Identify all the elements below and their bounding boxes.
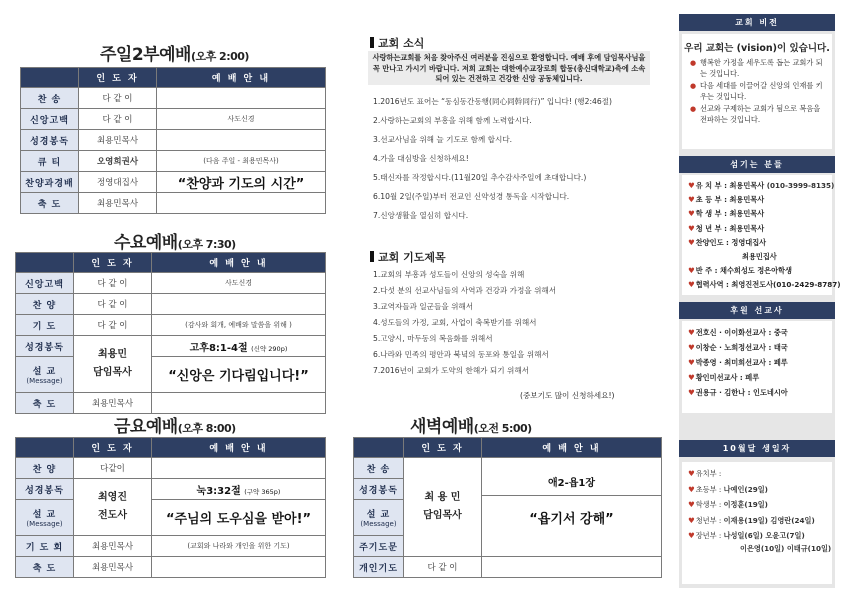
row-content [152, 393, 326, 414]
leader-name: 최 용 민 [424, 492, 461, 503]
col-leader-header: 인 도 자 [79, 68, 157, 88]
row-label-sub: (Message) [360, 520, 397, 528]
row-label: 큐 티 [21, 151, 79, 172]
list-item: 4.성도들의 가정, 교회, 사업이 축복받기를 위해서 [373, 318, 537, 327]
dawn-content [482, 458, 662, 557]
staff-role: 청 년 부 : 최용민목사 [695, 223, 765, 233]
list-item: 7.2016년이 교회가 도약의 한해가 되기 위해서 [373, 366, 530, 375]
row-leader: 다 같 이 [79, 88, 157, 109]
heart-icon: ♥ [688, 280, 695, 290]
missionary-entry: 황인미선교사 : 페루 [695, 373, 760, 382]
row-label: 찬양과경배 [21, 172, 79, 193]
row-label: 축 도 [16, 393, 74, 414]
list-item: 1.2016년도 표어는 “동심동간동행(同心同幹同行)” 입니다! (행2:46절) [373, 97, 612, 106]
col-leader-header: 인 도 자 [404, 438, 482, 458]
missionaries-list [682, 321, 832, 400]
list-item [688, 528, 832, 554]
table-row [21, 130, 326, 151]
row-label: 찬 양 [16, 458, 74, 479]
heart-icon: ♥ [688, 358, 695, 367]
list-item [688, 497, 828, 513]
bday-dept: 청년부 : [695, 515, 722, 525]
dawn-table [353, 437, 662, 578]
row-content: (교회와 나라와 개인을 위한 기도) [152, 536, 326, 557]
list-item [688, 340, 828, 355]
list-item [688, 278, 841, 292]
heart-icon: ♥ [688, 515, 695, 525]
list-item: 3.선교사님을 위해 늘 기도로 함께 합시다. [373, 135, 513, 144]
row-label: 찬 송 [21, 88, 79, 109]
list-item: 5.고양시, 마두동의 복음화를 위해서 [373, 334, 493, 343]
leader-title: 담임목사 [423, 510, 462, 521]
row-label: 찬 송 [354, 458, 404, 479]
verse-ref: 애2-욥1장 [482, 470, 661, 496]
wednesday-time: (오후 7:30) [177, 238, 236, 251]
row-label: 축 도 [21, 193, 79, 214]
list-item: 2.다섯 분의 선교사님들의 사역과 건강과 가정을 위해서 [373, 286, 557, 295]
sermon-title: “주님의 도우심을 받아!” [152, 500, 326, 536]
prayer-list [373, 269, 556, 381]
row-label: 기 도 회 [16, 536, 74, 557]
table-row [21, 172, 326, 193]
table-row [16, 393, 326, 414]
birthdays-heading: 10월달 생일자 [679, 440, 835, 457]
table-row [21, 88, 326, 109]
list-item [688, 250, 828, 264]
table-row [16, 536, 326, 557]
table-row [354, 557, 662, 578]
list-item [688, 325, 828, 340]
missionary-entry: 박종영 · 최미희선교사 : 페루 [695, 358, 788, 367]
list-item [688, 355, 828, 370]
table-row [16, 315, 326, 336]
table-row [16, 557, 326, 578]
list-item: ● 다음 세대를 이끌어갈 신앙의 인재를 키우는 것입니다. [690, 81, 828, 102]
row-content [152, 458, 326, 479]
row-content [482, 557, 662, 578]
list-item: ● 행복한 가정을 세우도록 돕는 교회가 되는 것입니다. [690, 58, 828, 79]
bday-dept: 초등부 : [695, 484, 722, 494]
row-content: 사도신경 [152, 273, 326, 294]
list-item [688, 179, 835, 193]
staff-role: 최용민집사 [742, 252, 777, 262]
row-leader: 다 같 이 [74, 273, 152, 294]
vision-list [682, 54, 832, 125]
col-program-header: 예 배 안 내 [482, 438, 662, 458]
heart-icon: ♥ [688, 500, 695, 509]
row-leader: 다 같 이 [74, 294, 152, 315]
row-leader: 최용민목사 [79, 193, 157, 214]
sermon-title: “신앙은 기다림입니다!” [152, 357, 326, 393]
heart-icon: ♥ [688, 469, 695, 478]
dawn-leader [404, 458, 482, 557]
news-list [373, 96, 612, 229]
list-item [688, 466, 828, 482]
bday-names: 이재용(19일) 김영란(24일) [723, 515, 815, 525]
row-content [152, 294, 326, 315]
row-label [16, 500, 74, 536]
table-row [16, 500, 326, 536]
row-label-sub: (Message) [26, 377, 63, 385]
staff-list [682, 175, 841, 293]
heart-icon: ♥ [688, 373, 695, 382]
list-item: 2.사랑하는교회의 부흥을 위해 함께 노력합시다. [373, 116, 532, 125]
list-item: 6.나라와 민족의 평안과 북녘의 동포와 통일을 위해서 [373, 350, 549, 359]
row-label: 개인기도 [354, 557, 404, 578]
row-content: 사도신경 [157, 109, 326, 130]
vision-box [682, 34, 832, 149]
heart-icon: ♥ [688, 484, 695, 494]
row-content [152, 557, 326, 578]
verse-page: (신약 290p) [251, 344, 288, 353]
friday-title-text: 금요예배 [114, 417, 178, 437]
row-content [152, 479, 326, 500]
staff-box [682, 175, 841, 295]
row-content: (다음 주일 - 최용민목사) [157, 151, 326, 172]
dawn-time: (오전 5:00) [473, 422, 532, 435]
prayer-heading [370, 249, 446, 265]
row-label-sub: (Message) [26, 520, 63, 528]
table-row [21, 109, 326, 130]
staff-role: 반 주 : 채수희성도 정은아학생 [695, 266, 792, 276]
col-leader-header: 인 도 자 [74, 253, 152, 273]
row-leader: 최용민목사 [74, 536, 152, 557]
list-item [688, 482, 828, 498]
missionary-entry: 전호신 · 이이화선교사 : 중국 [695, 328, 788, 337]
bday-dept: 장년부 : [695, 531, 722, 540]
sermon-title: “욥기서 강해” [529, 511, 614, 527]
list-item [688, 193, 828, 207]
list-item [688, 264, 828, 278]
list-item: 4.가을 대심방을 신청하세요! [373, 154, 469, 163]
welcome-message: 사랑하는교회를 처음 찾아주신 여러분을 진심으로 환영합니다. 예배 후에 담임목사님을 꼭 만나고 가시기 바랍니다. 저희 교회는 대한예수교장로회 합동(총신대학교)측에 소속되어 있는 건전하고 건강한 신앙 공동체입니다. [368, 51, 650, 85]
table-row [16, 294, 326, 315]
dawn-title-text: 새벽예배 [410, 417, 474, 437]
row-leader: 정영대집사 [79, 172, 157, 193]
leader-title: 전도사 [98, 510, 127, 521]
row-content [157, 88, 326, 109]
leader-title: 담임목사 [93, 367, 132, 378]
row-label: 성경봉독 [21, 130, 79, 151]
list-item: ● 선교와 구제하는 교회가 됨으로 복음을 전파하는 것입니다. [690, 104, 828, 125]
row-label: 성경봉독 [354, 479, 404, 500]
table-header-row [16, 253, 326, 273]
row-label: 주기도문 [354, 536, 404, 557]
verse-page: (구약 365p) [244, 487, 281, 496]
missionary-entry: 이창순 · 노희정선교사 : 태국 [695, 343, 788, 352]
bday-names: 이정훈(19일) [723, 500, 768, 509]
row-leader: 최용민목사 [74, 393, 152, 414]
friday-time: (오후 8:00) [177, 422, 236, 435]
col-program-header: 예 배 안 내 [152, 438, 326, 458]
row-leader: 다 같 이 [74, 315, 152, 336]
heart-icon: ♥ [688, 343, 695, 352]
table-header-row [16, 438, 326, 458]
table-row [16, 479, 326, 500]
leader-name: 최용민 [98, 349, 127, 360]
row-label: 신앙고백 [16, 273, 74, 294]
table-header-row [354, 438, 662, 458]
verse-ref: 눅3:32절 [196, 485, 241, 497]
heart-icon: ♥ [688, 195, 695, 205]
leader-name: 최영진 [98, 492, 127, 503]
table-row [16, 336, 326, 357]
wednesday-table [15, 252, 326, 414]
staff-heading: 섬기는 분들 [679, 156, 835, 173]
row-label-text: 설 교 [366, 510, 391, 520]
list-item [688, 513, 828, 529]
birthdays-box [682, 462, 832, 584]
row-label [354, 500, 404, 536]
row-leader: 오영희권사 [79, 151, 157, 172]
row-leader: 최용민목사 [74, 557, 152, 578]
heart-icon: ♥ [688, 328, 695, 337]
table-row [16, 273, 326, 294]
friday-title [114, 412, 236, 437]
vision-title: 우리 교회는 (vision)이 있습니다. [684, 43, 830, 54]
table-header-row [21, 68, 326, 88]
list-item: 1.교회의 부흥과 성도들이 신앙의 성숙을 위해 [373, 270, 525, 279]
missionary-entry: 권용규 · 김한나 : 인도네시아 [695, 388, 788, 397]
list-item [688, 385, 828, 400]
row-label: 축 도 [16, 557, 74, 578]
heart-icon: ♥ [688, 531, 695, 540]
row-label: 성경봉독 [16, 479, 74, 500]
news-heading [370, 35, 424, 51]
bday-names: 나성일(6일) 오윤고(7일) [723, 531, 805, 540]
heart-icon: ♥ [688, 223, 695, 233]
row-content: “찬양과 기도의 시간” [157, 172, 326, 193]
row-label: 신앙고백 [21, 109, 79, 130]
list-item: 5.태신자를 작정합시다.(11월20일 추수감사주일에 초대합니다.) [373, 173, 587, 182]
staff-role: 유 치 부 : 최용민목사 [695, 181, 765, 190]
staff-role: 찬양인도 : 정영대집사 [695, 237, 767, 247]
verse-ref: 고후8:1-4절 [189, 342, 248, 354]
list-item [688, 207, 828, 221]
row-label: 성경봉독 [16, 336, 74, 357]
dawn-title [410, 412, 532, 437]
list-item: 7.신앙생활을 열심히 합시다. [373, 211, 469, 220]
missionaries-heading: 후원 선교사 [679, 302, 835, 319]
heart-icon: ♥ [688, 209, 695, 219]
list-item [688, 222, 828, 236]
row-leader: 최용민목사 [79, 130, 157, 151]
list-item [688, 370, 828, 385]
bday-dept: 유치부 : [695, 469, 722, 478]
staff-role: 학 생 부 : 최용민목사 [695, 209, 765, 219]
table-row [16, 458, 326, 479]
birthdays-list [682, 462, 832, 554]
wednesday-title-text: 수요예배 [114, 233, 178, 253]
row-label [16, 357, 74, 393]
staff-role: 협력사역 : 최영진전도사(010-2429-8787) [695, 280, 841, 290]
heart-icon: ♥ [688, 388, 695, 397]
bullet-bar-icon [370, 251, 374, 262]
wednesday-title [114, 228, 236, 253]
table-row [354, 458, 662, 479]
sunday2-time: (오후 2:00) [190, 50, 249, 63]
row-label-text: 설 교 [32, 510, 57, 520]
col-leader-header: 인 도 자 [74, 438, 152, 458]
sunday2-table [20, 67, 326, 214]
col-program-header: 예 배 안 내 [152, 253, 326, 273]
row-content [152, 336, 326, 357]
sunday2-title-text: 주일2부예배 [100, 45, 191, 65]
table-row [16, 357, 326, 393]
wednesday-leader [74, 336, 152, 393]
heart-icon: ♥ [688, 181, 695, 190]
heart-icon: ♥ [688, 266, 695, 276]
col-program-header: 예 배 안 내 [157, 68, 326, 88]
row-content [157, 193, 326, 214]
table-row [21, 193, 326, 214]
sunday2-title [100, 40, 249, 65]
staff-phone: (010-3999-8135) [766, 181, 835, 190]
row-label: 찬 양 [16, 294, 74, 315]
bullet-bar-icon [370, 37, 374, 48]
prayer-heading-text: 교회 기도제목 [378, 251, 446, 264]
vision-heading: 교회 비전 [679, 14, 835, 31]
row-leader: 다 같 이 [79, 109, 157, 130]
list-item: 6.10월 2일(주일)부터 전교인 신약성경 통독을 시작합니다. [373, 192, 570, 201]
news-heading-text: 교회 소식 [378, 37, 425, 50]
bday-names-more: 이은영(10일) 이태규(10일) [740, 543, 832, 553]
missionaries-box [682, 321, 832, 413]
friday-table [15, 437, 326, 578]
row-content [157, 130, 326, 151]
row-content: (감사와 회개, 예배와 말씀을 위해 ) [152, 315, 326, 336]
list-item: 3.교역자들과 일군들을 위해서 [373, 302, 474, 311]
row-label: 기 도 [16, 315, 74, 336]
heart-icon: ♥ [688, 237, 695, 247]
row-label-text: 설 교 [32, 367, 57, 377]
staff-role: 초 등 부 : 최용민목사 [695, 195, 765, 205]
friday-leader [74, 479, 152, 536]
list-item [688, 236, 828, 250]
prayer-footer: (중보기도 많이 신청하세요!) [520, 391, 615, 400]
bday-dept: 학생부 : [695, 500, 722, 509]
row-leader: 다 같 이 [404, 557, 482, 578]
row-leader: 다같이 [74, 458, 152, 479]
table-row [21, 151, 326, 172]
bday-names: 나예인(29일) [723, 484, 768, 494]
